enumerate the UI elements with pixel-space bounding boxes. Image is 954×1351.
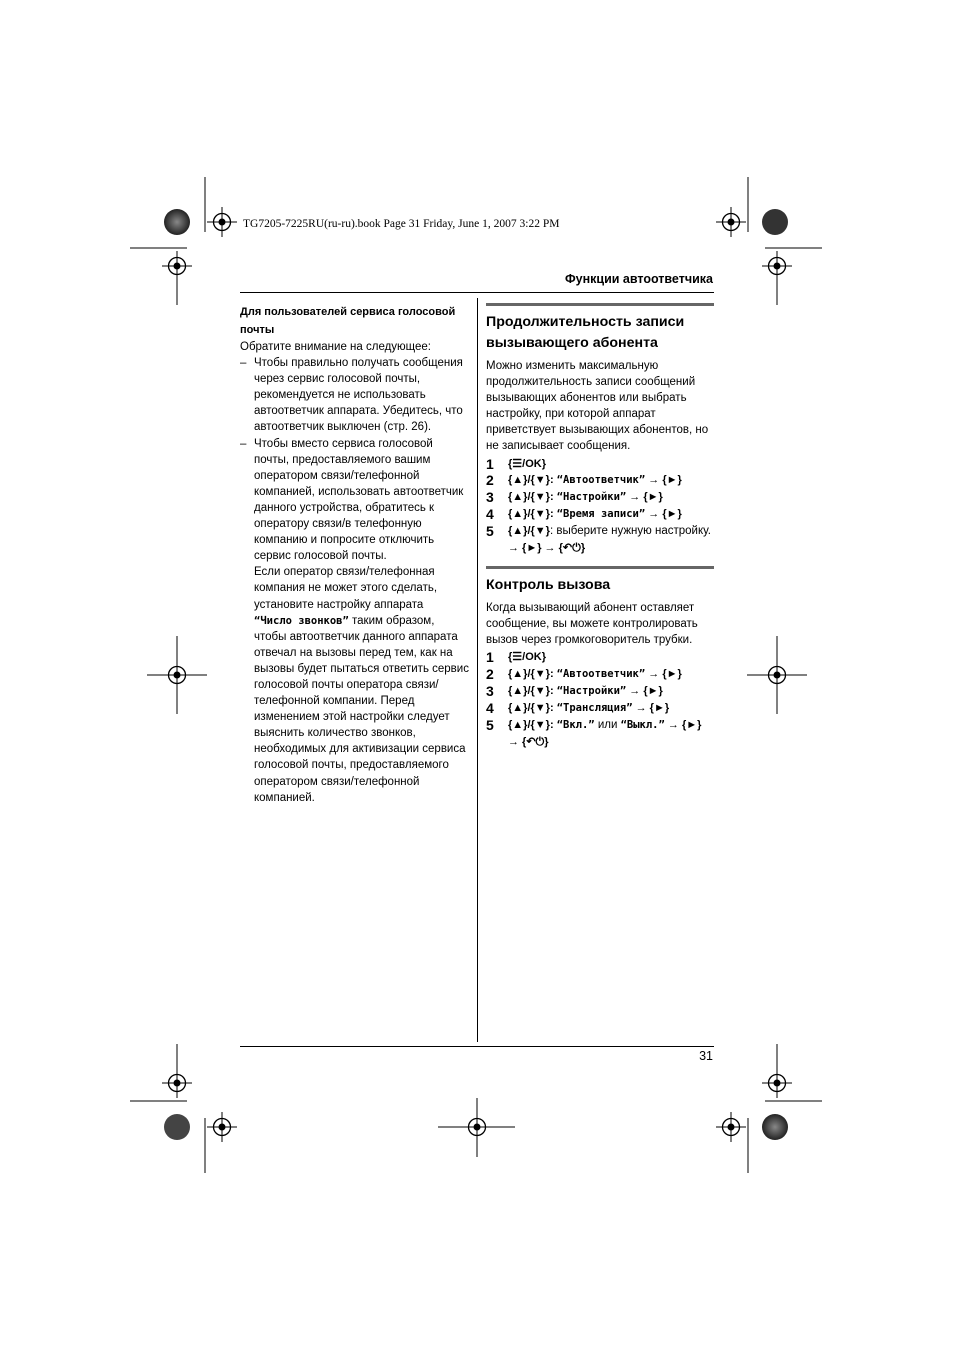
call-screening-body: Когда вызывающий абонент оставляет сообщение, вы можете контролировать вызов через громкоговоритель трубки. — [486, 602, 698, 647]
voicemail-bullet-2: Чтобы вместо сервиса голосовой почты, предоставляемого вашим оператором связи/телефонной компанией, использовать автоответчик данного устройства, обратитесь к оператору связи/в телефонную компанию и попросите отключить сервис голосовой почты. — [254, 437, 464, 563]
note-text-a: Если оператор связи/телефонная компания не может этого сделать, установите настройку аппарата — [254, 566, 438, 611]
step-1: 1 {☰/OK} — [486, 455, 546, 472]
step-2: 2 {▲}/{▼}: “Автоответчик” → {►} — [486, 666, 682, 683]
column-divider — [477, 298, 478, 1042]
recording-time-body: Можно изменить максимальную продолжительность записи сообщений вызывающих абонентов или выбрать настройку, при которой аппарат приветствует вызывающих абонентов, но не записывает сообщения. — [486, 360, 709, 453]
step-4: 4 {▲}/{▼}: “Время записи” → {►} — [486, 506, 682, 523]
menu-ok-key: {☰/OK} — [508, 457, 546, 470]
step-5: 5 {▲}/{▼}: “Вкл.” или “Выкл.” → {►} → {↶⏻} — [486, 716, 702, 748]
voicemail-note — [240, 564, 469, 805]
running-header: Функции автоответчика — [564, 272, 713, 286]
recording-time-steps — [486, 456, 714, 557]
page-number: 31 — [699, 1049, 713, 1063]
header-rule — [240, 292, 714, 293]
step-4: 4 {▲}/{▼}: “Трансляция” → {►} — [486, 700, 670, 716]
voicemail-column — [240, 303, 469, 806]
ring-count-setting: “Число звонков” — [254, 614, 349, 627]
call-screening-title: Контроль вызова — [486, 577, 611, 593]
step-5: 5 {▲}/{▼}: выберите нужную настройку. → {►} → {↶⏻} — [486, 523, 711, 555]
answering-settings-column — [486, 303, 714, 751]
bullet-dash: – — [240, 437, 247, 450]
call-screening-steps — [486, 649, 714, 750]
recording-time-title: Продолжительность записи вызывающего абонента — [486, 314, 685, 351]
footer-rule — [240, 1046, 714, 1047]
print-info: TG7205-7225RU(ru-ru).book Page 31 Friday, June 1, 2007 3:22 PM — [243, 218, 560, 230]
voicemail-intro: Обратите внимание на следующее: — [240, 341, 431, 353]
step-1: 1 {☰/OK} — [486, 649, 546, 666]
voicemail-subheading: Для пользователей сервиса голосовой почты — [240, 306, 456, 336]
note-text-b: таким образом, чтобы автоответчик данного аппарата отвечал на вызовы перед тем, как на вызовы будет пытаться ответить сервис голосовой почты оператора связи/телефонной компании. Перед изменением этой настройки следует выяснить количество звонков, необходимых для активизации сервиса голосовой почты, предоставляемого оператором связи/телефонной компанией. — [254, 614, 469, 804]
step-3: 3 {▲}/{▼}: “Настройки” → {►} — [486, 489, 663, 506]
bullet-dash: – — [240, 357, 247, 370]
step-3: 3 {▲}/{▼}: “Настройки” → {►} — [486, 683, 663, 700]
section-bar — [486, 303, 714, 306]
step-2: 2 {▲}/{▼}: “Автоответчик” → {►} — [486, 472, 682, 489]
list-item — [240, 355, 469, 435]
voicemail-bullet-1: Чтобы правильно получать сообщения через сервис голосовой почты, рекомендуется не использовать автоответчик аппарата. Убедитесь, что автоответчик выключен (стр. 26). — [254, 357, 463, 434]
list-item — [240, 436, 469, 565]
menu-ok-key: {☰/OK} — [508, 651, 546, 664]
section-bar — [486, 566, 714, 569]
